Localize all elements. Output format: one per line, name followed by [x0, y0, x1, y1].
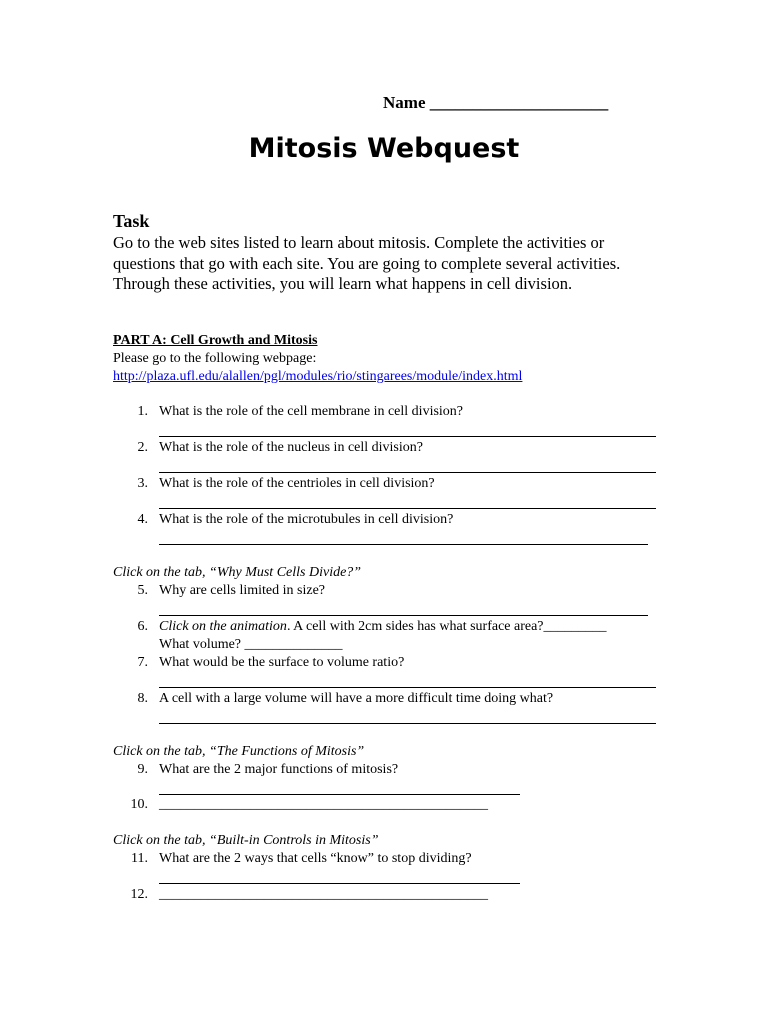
question-text: What is the role of the microtubules in cell division?: [159, 512, 454, 527]
question-text: What is the role of the cell membrane in cell division?: [159, 404, 464, 419]
section-controls: Click on the tab, “Built-in Controls in Mitosis”: [113, 833, 379, 848]
answer-line[interactable]: [159, 544, 648, 545]
question-subline: What volume? ______________: [159, 637, 343, 652]
question-number: 7.: [137, 655, 148, 670]
answer-line[interactable]: [159, 794, 520, 795]
webquest-link[interactable]: http://plaza.ufl.edu/alallen/pgl/modules/rio/stingarees/module/index.html: [113, 369, 523, 384]
question-text[interactable]: _______________________________________________: [159, 797, 488, 812]
part-a-instruction: Please go to the following webpage:: [113, 351, 317, 366]
question-number: 9.: [137, 762, 148, 777]
question-text: A cell with a large volume will have a more difficult time doing what?: [159, 691, 554, 706]
question-number: 10.: [130, 797, 148, 812]
animation-link-text: Click on the animation: [159, 619, 287, 634]
question-text: What is the role of the nucleus in cell division?: [159, 440, 423, 455]
question-number: 1.: [137, 404, 148, 419]
answer-line[interactable]: [159, 615, 648, 616]
question-text[interactable]: _______________________________________________: [159, 887, 488, 902]
question-number: 12.: [130, 887, 148, 902]
question-text: What is the role of the centrioles in cell division?: [159, 476, 435, 491]
answer-line[interactable]: [159, 723, 656, 724]
question-text: [159, 619, 607, 635]
task-paragraph-1: Go to the web sites listed to learn about mitosis. Complete the activities or questions that go with each site. You are going to complete several activities.: [113, 233, 621, 273]
question-text: What would be the surface to volume ratio?: [159, 655, 405, 670]
question-number: 11.: [131, 851, 148, 866]
question-number: 8.: [137, 691, 148, 706]
name-field-label: Name _____________________: [383, 93, 609, 112]
question-number: 2.: [137, 440, 148, 455]
answer-line[interactable]: [159, 687, 656, 688]
task-paragraph-2: Through these activities, you will learn what happens in cell division.: [113, 274, 573, 293]
part-a-heading: PART A: Cell Growth and Mitosis: [113, 333, 318, 348]
question-text: Why are cells limited in size?: [159, 583, 325, 598]
question-number: 4.: [137, 512, 148, 527]
answer-line[interactable]: [159, 508, 656, 509]
task-body: [113, 233, 658, 295]
page-title: Mitosis Webquest: [248, 133, 520, 164]
question-text: What are the 2 ways that cells “know” to stop dividing?: [159, 851, 472, 866]
question-number: 3.: [137, 476, 148, 491]
answer-line[interactable]: [159, 436, 656, 437]
question-number: 5.: [137, 583, 148, 598]
answer-line[interactable]: [159, 883, 520, 884]
question-number: 6.: [137, 619, 148, 634]
section-why-divide: Click on the tab, “Why Must Cells Divide?”: [113, 565, 362, 580]
answer-line[interactable]: [159, 472, 656, 473]
task-heading: Task: [113, 211, 150, 231]
section-functions: Click on the tab, “The Functions of Mitosis”: [113, 744, 365, 759]
question-text-rest: . A cell with 2cm sides has what surface area?_________: [286, 619, 607, 634]
question-text: What are the 2 major functions of mitosis?: [159, 762, 399, 777]
